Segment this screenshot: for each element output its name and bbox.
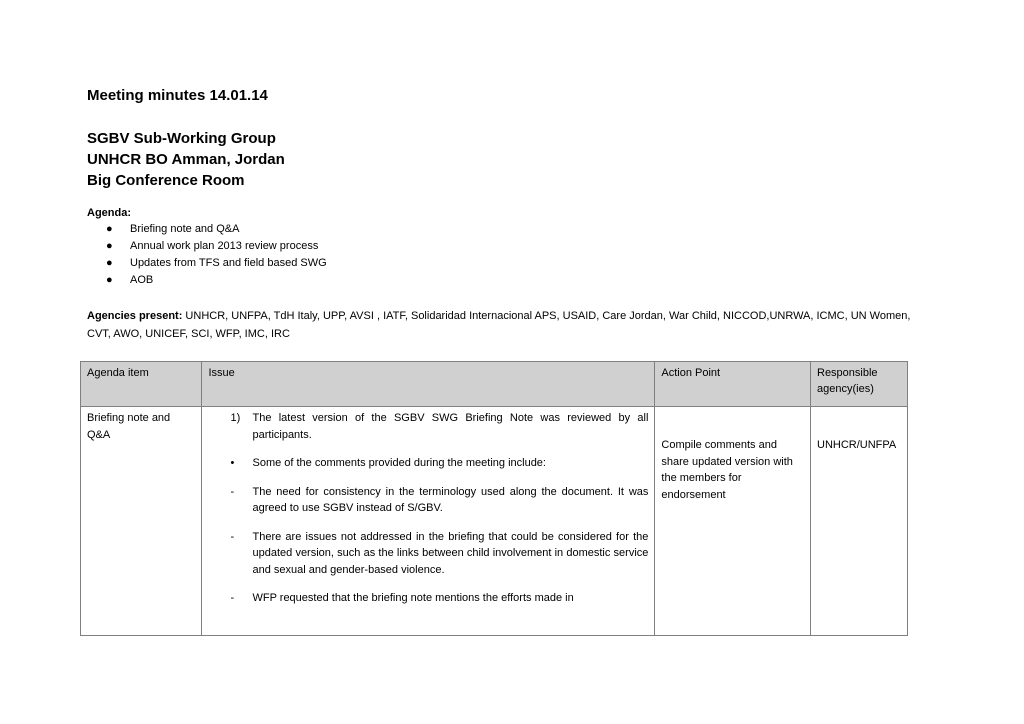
agenda-item: ● AOB [87,272,327,289]
issue-point: - There are issues not addressed in the briefing that could be considered for the updated version, such as the links between child involvement in domestic service and sexual and gender-based violence. [230,530,649,576]
cell-agenda-item: Briefing note and Q&A [81,407,202,636]
issue-point: 1) The latest version of the SGBV SWG Briefing Note was reviewed by all participants. [230,412,649,441]
minutes-table [80,361,908,636]
agenda-label: Agenda: [87,207,131,219]
issue-marker: • [230,457,235,469]
issue-marker: - [230,530,235,543]
issue-marker: 1) [230,412,241,424]
agencies-list: UNHCR, UNFPA, TdH Italy, UPP, AVSI , IATF, Solidaridad Internacional APS, USAID, Care Jordan, War Child, NICCOD,UNRWA, ICMC, UN Women, CVT, AWO, UNICEF, SCI, WFP, IMC, IRC [87,310,911,340]
cell-responsible: UNHCR/UNFPA [811,407,908,636]
agenda-list [87,221,327,289]
issue-point: - WFP requested that the briefing note mentions the efforts made in [208,590,648,607]
header-action-point: Action Point [655,362,811,407]
header-issue: Issue [202,362,655,407]
table-header-row [81,362,908,407]
issue-list [208,410,648,607]
agencies-label: Agencies present: [87,310,183,322]
bullet-icon: ● [106,223,113,235]
table-row [81,407,908,636]
agenda-item: ● Annual work plan 2013 review process [87,238,327,255]
bullet-icon: ● [106,240,113,252]
bullet-icon: ● [106,274,113,286]
meeting-header [87,128,285,191]
cell-issue [202,407,655,636]
cell-action-point: Compile comments and share updated version with the members for endorsement [655,407,811,636]
agenda-item: ● Updates from TFS and field based SWG [87,255,327,272]
group-name: SGBV Sub-Working Group [87,130,276,147]
document-title: Meeting minutes 14.01.14 [87,87,268,104]
header-responsible: Responsible agency(ies) [811,362,908,407]
agenda-item: ● Briefing note and Q&A [87,221,327,238]
location: UNHCR BO Amman, Jordan [87,151,285,168]
issue-point: • Some of the comments provided during the meeting include: [208,455,648,472]
issue-marker: - [230,592,235,604]
bullet-icon: ● [106,257,113,269]
issue-marker: - [230,485,235,498]
header-agenda-item: Agenda item [81,362,202,407]
agenda-section [87,207,327,289]
issue-point: - The need for consistency in the terminology used along the document. It was agreed to use SGBV instead of S/GBV. [230,485,649,514]
room: Big Conference Room [87,172,245,189]
agencies-present [87,307,927,343]
